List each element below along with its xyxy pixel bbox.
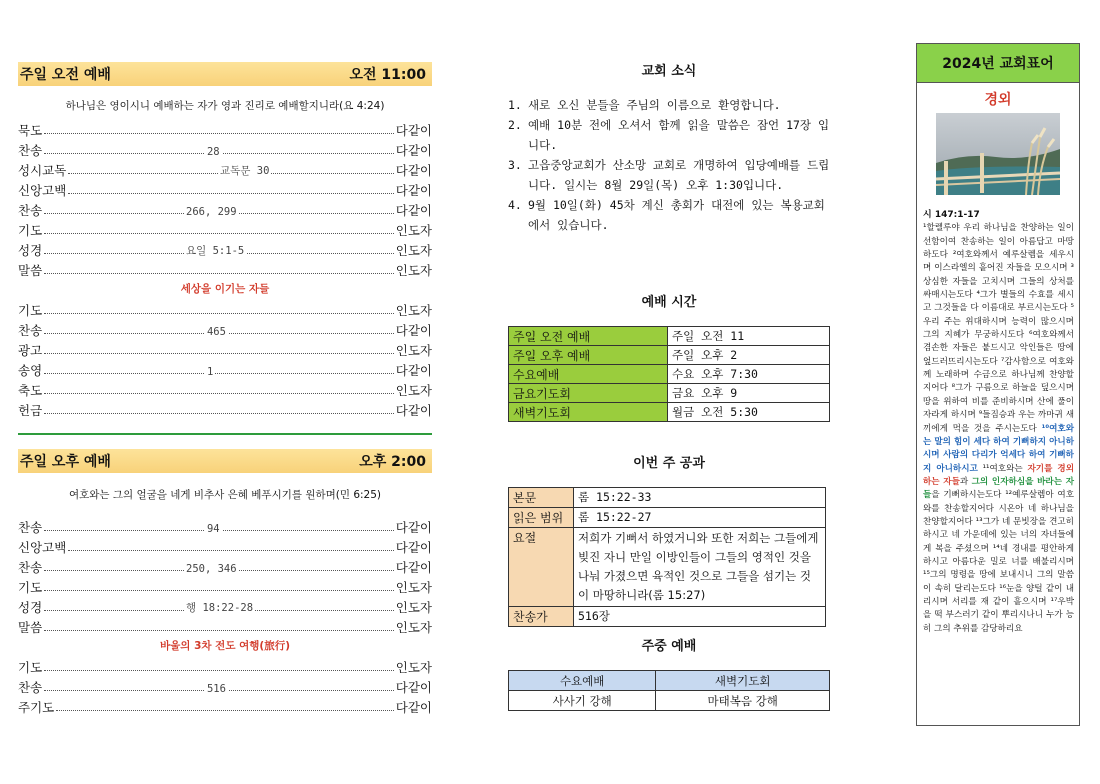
order-row [18,299,432,319]
table-cell: 금요기도회 [509,384,668,403]
dotted-leader [68,165,393,177]
morning-order-list [18,119,432,279]
table-cell: 주일 오후 예배 [509,346,668,365]
order-leader: 인도자 [395,620,432,635]
psalm-highlight-blue: ¹⁰여호와는 말의 힘이 세다 하여 기뻐하지 아니하시며 사람의 다리가 억세다 하여 기뻐하지 아니하시고 [923,423,1074,474]
order-label: 주기도 [18,700,55,715]
order-row [18,656,432,676]
table-cell: 주일 오전 예배 [509,327,668,346]
afternoon-sermon-title: 바울의 3차 전도 여행(旅行) [159,640,290,652]
dotted-leader [44,206,394,218]
order-row [18,199,432,219]
table-cell: 516장 [574,607,826,627]
order-detail: 516 [206,683,226,695]
order-leader: 다같이 [395,520,432,535]
order-leader: 인도자 [395,600,432,615]
order-detail: 28 [206,146,220,158]
table-header: 새벽기도회 [656,671,830,691]
dotted-leader [44,232,394,234]
list-item-number: 3. [508,158,522,172]
schedule-table [508,326,830,422]
table-cell: 본문 [509,488,574,508]
order-leader: 다같이 [395,163,432,178]
dotted-leader [44,563,394,575]
table-row [509,607,826,627]
dotted-leader [56,709,394,711]
order-label: 송영 [18,363,43,378]
table-cell: 저희가 기뻐서 하였거니와 또한 저희는 그들에게 빚진 자니 만일 이방인들이 그들의 영적인 것을 나눠 가졌으면 육적인 것으로 그들을 섬기는 것이 마땅하니라(롬 15:27) [574,528,826,607]
order-row [18,319,432,339]
table-cell: 사사기 강해 [509,691,656,711]
list-item [508,195,830,235]
order-leader: 다같이 [395,183,432,198]
order-row [18,359,432,379]
order-label: 기도 [18,303,43,318]
psalm-passage-3: 과 [959,476,972,487]
dotted-leader [44,669,394,671]
table-cell: 마태복음 강해 [656,691,830,711]
list-item [508,115,830,155]
order-detail: 교독문 30 [220,165,270,177]
morning-order-list-2 [18,299,432,419]
table-row [509,528,826,607]
afternoon-order-list [18,516,432,636]
order-detail: 행 18:22-28 [186,602,254,614]
order-leader: 인도자 [395,223,432,238]
order-leader: 다같이 [395,540,432,555]
psalm-passage-2: ¹¹여호와는 [977,463,1028,474]
table-cell: 롬 15:22-33 [574,488,826,508]
order-leader: 인도자 [395,243,432,258]
afternoon-verse: 여호와는 그의 얼굴을 네게 비추사 은혜 베푸시기를 원하며(민 6:25) [68,489,382,501]
order-detail: 1 [206,366,214,378]
order-detail: 465 [206,326,226,338]
order-leader: 다같이 [395,203,432,218]
list-item-text: 9월 10일(화) 45차 계신 총회가 대전에 있는 복용교회에서 있습니다. [528,198,825,232]
order-label: 찬송 [18,323,43,338]
order-row [18,139,432,159]
order-detail: 94 [206,523,220,535]
order-leader: 인도자 [395,343,432,358]
order-label: 기도 [18,223,43,238]
order-row [18,379,432,399]
table-row [509,384,830,403]
order-leader: 다같이 [395,560,432,575]
order-label: 신앙고백 [18,183,67,198]
weekday-title: 주중 예배 [641,639,697,654]
table-cell: 새벽기도회 [509,403,668,422]
order-row [18,119,432,139]
order-label: 찬송 [18,203,43,218]
table-header: 수요예배 [509,671,656,691]
psalm-highlight-green: 그의 인자하심을 바라는 자들 [923,476,1074,501]
order-row [18,399,432,419]
table-row [509,508,826,528]
order-row [18,259,432,279]
table-row [509,327,830,346]
order-row [18,576,432,596]
order-row [18,219,432,239]
order-leader: 인도자 [395,383,432,398]
list-item-number: 2. [508,118,522,132]
order-label: 성경 [18,600,43,615]
table-cell: 금요 오후 9 [668,384,830,403]
order-row [18,516,432,536]
order-row [18,159,432,179]
order-label: 신앙고백 [18,540,67,555]
list-item-text: 새로 오신 분들을 주님의 이름으로 환영합니다. [528,98,781,112]
table-row [509,365,830,384]
news-title: 교회 소식 [641,64,697,79]
order-label: 찬송 [18,680,43,695]
order-label: 기도 [18,580,43,595]
psalm-text [917,195,1079,636]
table-cell: 요절 [509,528,574,607]
table-row [509,671,830,691]
psalm-highlight-red: 자기를 경외하는 자들 [923,463,1074,487]
dotted-leader [44,312,394,314]
order-label: 말씀 [18,620,43,635]
afternoon-order-list-2 [18,656,432,716]
order-label: 기도 [18,660,43,675]
list-item-number: 1. [508,98,522,112]
motto-panel [916,43,1080,726]
morning-sermon-title: 세상을 이기는 자들 [180,283,270,295]
table-cell: 롬 15:22-27 [574,508,826,528]
table-row [509,403,830,422]
order-label: 광고 [18,343,43,358]
order-row [18,556,432,576]
order-label: 찬송 [18,560,43,575]
order-row [18,696,432,716]
order-label: 말씀 [18,263,43,278]
dotted-leader [44,146,394,158]
order-leader: 다같이 [395,123,432,138]
table-row [509,691,830,711]
table-row [509,346,830,365]
order-leader: 인도자 [395,303,432,318]
order-label: 찬송 [18,143,43,158]
dotted-leader [68,192,393,194]
dotted-leader [44,602,394,614]
order-row [18,616,432,636]
dotted-leader [44,523,394,535]
order-leader: 다같이 [395,680,432,695]
dotted-leader [44,245,394,257]
dotted-leader [68,549,393,551]
order-row [18,339,432,359]
dotted-leader [44,366,394,378]
table-cell: 수요 오후 7:30 [668,365,830,384]
order-detail: 250, 346 [186,563,237,575]
order-label: 묵도 [18,123,43,138]
list-item-text: 고읍중앙교회가 산소망 교회로 개명하여 입당예배를 드립니다. 일시는 8월 29일(목) 오후 1:30입니다. [528,158,830,192]
dotted-leader [44,629,394,631]
psalm-reference: 시 147:1-17 [923,210,980,220]
morning-service-header [18,62,432,86]
table-cell: 주일 오후 2 [668,346,830,365]
list-item-text: 예배 10분 전에 오셔서 함께 읽을 말씀은 잠언 17장 입니다. [528,118,830,152]
order-row [18,239,432,259]
weekday-table [508,670,830,711]
order-row [18,536,432,556]
table-row [509,488,826,508]
morning-service-title: 주일 오전 예배 [20,67,111,83]
order-label: 성경 [18,243,43,258]
table-cell: 주일 오전 11 [668,327,830,346]
dotted-leader [44,589,394,591]
order-label: 축도 [18,383,43,398]
order-label: 성시교독 [18,163,67,178]
dotted-leader [44,412,394,414]
dotted-leader [44,352,394,354]
lesson-title: 이번 주 공과 [633,456,705,471]
table-cell: 월금 오전 5:30 [668,403,830,422]
landscape-photo [936,113,1060,195]
dotted-leader [44,392,394,394]
list-item [508,95,830,115]
order-label: 찬송 [18,520,43,535]
afternoon-service-time: 오후 2:00 [359,454,426,470]
worship-order-column [18,62,432,716]
afternoon-service-title: 주일 오후 예배 [20,454,111,470]
order-leader: 인도자 [395,263,432,278]
table-cell: 찬송가 [509,607,574,627]
table-cell: 읽은 범위 [509,508,574,528]
dotted-leader [44,132,394,134]
order-detail: 요일 5:1-5 [186,245,245,257]
order-leader: 다같이 [395,700,432,715]
info-column [508,60,830,711]
order-row [18,676,432,696]
motto-title: 2024년 교회표어 [917,44,1079,83]
dotted-leader [44,326,394,338]
afternoon-service-header [18,449,432,473]
lesson-table [508,487,826,627]
psalm-passage-4: 을 기뻐하시는도다 ¹²예루살렘아 여호와를 찬송할지어다 시온아 네 하나님을 찬양할지어다 ¹³그가 네 문빗장을 견고히 하시고 네 가운데에 있는 너의 자녀들에게 복을 주셨으며 ¹⁴네 경내를 평안하게 하시고 아름다운 밀로 너를 배불리시며 ¹⁵그의 명령을 땅에 보내시니 그의 말씀이 속히 달리는도다 ¹⁶눈을 양털 같이 내리시며 서리를 재 같이 흩으시며 ¹⁷우박을 떡 부스러기 같이 뿌리시나니 누가 능히 그의 추위를 감당하리요 [923,490,1074,634]
dotted-leader [44,683,394,695]
order-row [18,179,432,199]
schedule-title: 예배 시간 [641,295,697,310]
order-leader: 다같이 [395,143,432,158]
motto-word: 경외 [984,92,1012,108]
order-row [18,596,432,616]
morning-verse: 하나님은 영이시니 예배하는 자가 영과 진리로 예배할지니라(요 4:24) [65,100,385,112]
psalm-passage: ¹할렐루야 우리 하나님을 찬양하는 일이 선함이여 찬송하는 일이 아름답고 마땅하도다 ²여호와께서 예루살렘을 세우시며 이스라엘의 흩어진 자들을 모으시며 ³상심한 자들을 고치시며 그들의 상처를 싸매시는도다 ⁴그가 별들의 수효를 세시고 그것들을 다 이름대로 부르시는도다 ⁵우리 주는 위대하시며 능력이 많으시며 그의 지혜가 무궁하시도다 ⁶여호와께서 겸손한 자들은 붙드시고 악인들은 땅에 엎드러뜨리시는도다 ⁷감사함으로 여호와께 노래하며 수금으로 하나님께 찬양할지어다 ⁸그가 구름으로 하늘을 덮으시며 땅을 위하여 비를 준비하시며 산에 풀이 자라게 하시며 ⁹들짐승과 우는 까마귀 새끼에게 먹을 것을 주시는도다 [923,223,1074,434]
order-leader: 인도자 [395,580,432,595]
morning-service-time: 오전 11:00 [349,67,426,83]
order-detail: 266, 299 [186,206,237,218]
order-leader: 인도자 [395,660,432,675]
list-item-number: 4. [508,198,522,212]
order-label: 헌금 [18,403,43,418]
section-divider [18,433,432,435]
table-cell: 수요예배 [509,365,668,384]
news-list [508,95,830,235]
list-item [508,155,830,195]
dotted-leader [44,272,394,274]
order-leader: 다같이 [395,403,432,418]
order-leader: 다같이 [395,323,432,338]
order-leader: 다같이 [395,363,432,378]
